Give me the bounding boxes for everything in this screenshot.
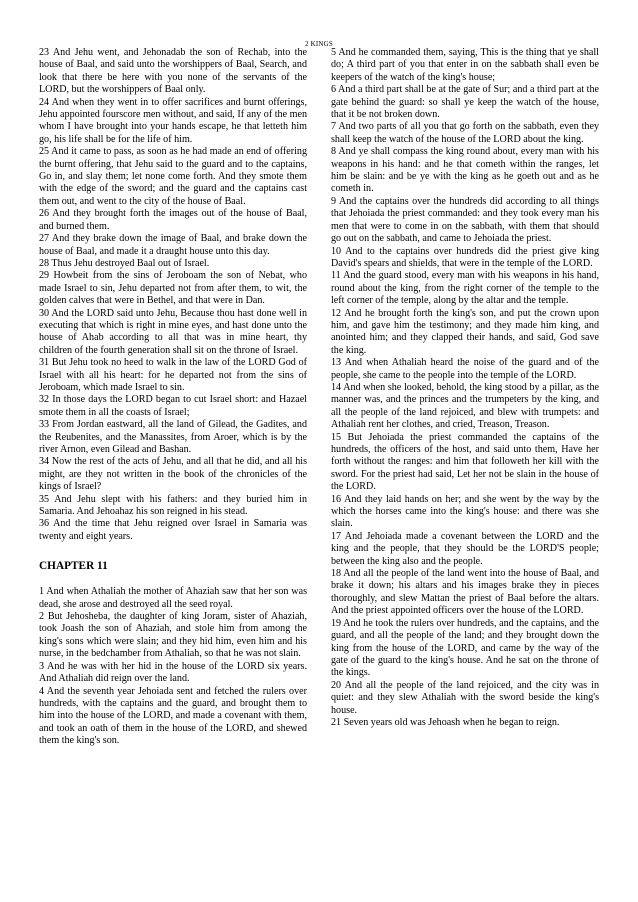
verse: 17 And Jehoiada made a covenant between the LORD and the king and the people, that they should be the LORD'S people; between the king also and the people. [331, 530, 599, 567]
verse: 36 And the time that Jehu reigned over Israel in Samaria was twenty and eight years. [39, 518, 307, 542]
verse: 33 From Jordan eastward, all the land of Gilead, the Gadites, and the Reubenites, and the Manassites, from Aroer, which is by the river Arnon, even Gilead and Bashan. [39, 419, 307, 455]
verse: 5 And he commanded them, saying, This is the thing that ye shall do; A third part of you that enter in on the sabbath shall even be keepers of the watch of the king's house; [331, 47, 599, 83]
verse: 2 But Jehosheba, the daughter of king Joram, sister of Ahaziah, took Joash the son of Ahaziah, and stole him from among the king's sons which were slain; and they hid him, even him and his nurse, in the bedchamber from Athaliah, so that he was not slain. [39, 611, 307, 660]
verse: 30 And the LORD said unto Jehu, Because thou hast done well in executing that which is right in mine eyes, and hast done unto the house of Ahab according to all that was in mine heart, thy children of the fourth generation shall sit on the throne of Israel. [39, 307, 307, 356]
verse: 34 Now the rest of the acts of Jehu, and all that he did, and all his might, are they not written in the book of the chronicles of the kings of Israel? [39, 456, 307, 493]
verse: 19 And he took the rulers over hundreds, and the captains, and the guard, and all the people of the land; and they brought down the king from the house of the LORD, and came by the way of the gate of the guard to the king's house. And he sat on the throne of the kings. [331, 617, 599, 679]
verse: 25 And it came to pass, as soon as he had made an end of offering the burnt offering, that Jehu said to the guard and to the captains, Go in, and slay them; let none come forth. And they smote them with the edge of the sword; and the guard and the captains cast them out, and went to the city of the house of Baal. [39, 146, 307, 207]
verse: 12 And he brought forth the king's son, and put the crown upon him, and gave him the testimony; and they made him king, and anointed him; and they clapped their hands, and said, God save the king. [331, 307, 599, 356]
left-column [39, 47, 307, 748]
verse: 21 Seven years old was Jehoash when he began to reign. [331, 716, 560, 728]
verse: 15 But Jehoiada the priest commanded the captains of the hundreds, the officers of the host, and said unto them, Have her forth without the ranges: and him that followeth her kill with the sword. For the priest had said, Let her not be slain in the house of the LORD. [331, 431, 599, 493]
verse: 16 And they laid hands on her; and she went by the way by the which the horses came into the king's house: and there was she slain. [331, 493, 599, 530]
verse: 27 And they brake down the image of Baal, and brake down the house of Baal, and made it a draught house unto this day. [39, 233, 307, 257]
verse: 11 And the guard stood, every man with his weapons in his hand, round about the king, from the right corner of the temple to the left corner of the temple, along by the altar and the temple. [331, 270, 599, 307]
verse: 24 And when they went in to offer sacrifices and burnt offerings, Jehu appointed fourscore men without, and said, If any of the men whom I have brought into your hands escape, he that letteth him go, his life shall be for the life of him. [39, 96, 307, 145]
verse: 35 And Jehu slept with his fathers: and they buried him in Samaria. And Jehoahaz his son reigned in his stead. [39, 493, 307, 518]
verse: 1 And when Athaliah the mother of Ahaziah saw that her son was dead, she arose and destroyed all the seed royal. [39, 586, 307, 610]
verse: 6 And a third part shall be at the gate of Sur; and a third part at the gate behind the guard: so shall ye keep the watch of the house, that it be not broken down. [331, 84, 599, 121]
verse: 26 And they brought forth the images out of the house of Baal, and burned them. [39, 208, 307, 232]
verse: 29 Howbeit from the sins of Jeroboam the son of Nebat, who made Israel to sin, Jehu departed not from after them, to wit, the golden calves that were in Bethel, and that were in Dan. [39, 270, 307, 307]
chapter-heading: CHAPTER 11 [39, 560, 108, 573]
verse: 8 And ye shall compass the king round about, every man with his weapons in his hand: and he that cometh within the ranges, let him be slain: and be ye with the king as he goeth out and as he cometh in. [331, 146, 599, 195]
right-column [331, 47, 599, 729]
verse: 10 And to the captains over hundreds did the priest give king David's spears and shields, that were in the temple of the LORD. [331, 245, 599, 269]
verse: 23 And Jehu went, and Jehonadab the son of Rechab, into the house of Baal, and said unto the worshippers of Baal, Search, and look that there be here with you none of the servants of the LORD, but the worshippers of Baal only. [39, 47, 307, 96]
verse: 7 And two parts of all you that go forth on the sabbath, even they shall keep the watch of the house of the LORD about the king. [331, 121, 599, 145]
verse: 31 But Jehu took no heed to walk in the law of the LORD God of Israel with all his heart: for he departed not from the sins of Jeroboam, which made Israel to sin. [39, 357, 307, 393]
running-header: 2 KINGS [304, 40, 334, 48]
verse: 4 And the seventh year Jehoiada sent and fetched the rulers over hundreds, with the captains and the guard, and brought them to him into the house of the LORD, and made a covenant with them, and took an oath of them in the house of the LORD, and shewed them the king's son. [39, 685, 307, 747]
verse: 9 And the captains over the hundreds did according to all things that Jehoiada the priest commanded: and they took every man his men that were to come in on the sabbath, with them that should go out on the sabbath, and came to Jehoiada the priest. [331, 195, 599, 245]
verse: 20 And all the people of the land rejoiced, and the city was in quiet: and they slew Athaliah with the sword beside the king's house. [331, 679, 599, 716]
verse: 18 And all the people of the land went into the house of Baal, and brake it down; his altars and his images brake they in pieces thoroughly, and slew Mattan the priest of Baal before the altars. And the priest appointed officers over the house of the LORD. [331, 568, 599, 617]
verse: 32 In those days the LORD began to cut Israel short: and Hazael smote them in all the coasts of Israel; [39, 394, 307, 418]
verse: 13 And when Athaliah heard the noise of the guard and of the people, she came to the people into the temple of the LORD. [331, 357, 599, 381]
verse: 14 And when she looked, behold, the king stood by a pillar, as the manner was, and the princes and the trumpeters by the king, and all the people of the land rejoiced, and blew with trumpets: and Athaliah rent her clothes, and cried, Treason, Treason. [331, 381, 599, 431]
verse: 28 Thus Jehu destroyed Baal out of Israel. [39, 257, 210, 269]
verse: 3 And he was with her hid in the house of the LORD six years. And Athaliah did reign over the land. [39, 660, 307, 685]
